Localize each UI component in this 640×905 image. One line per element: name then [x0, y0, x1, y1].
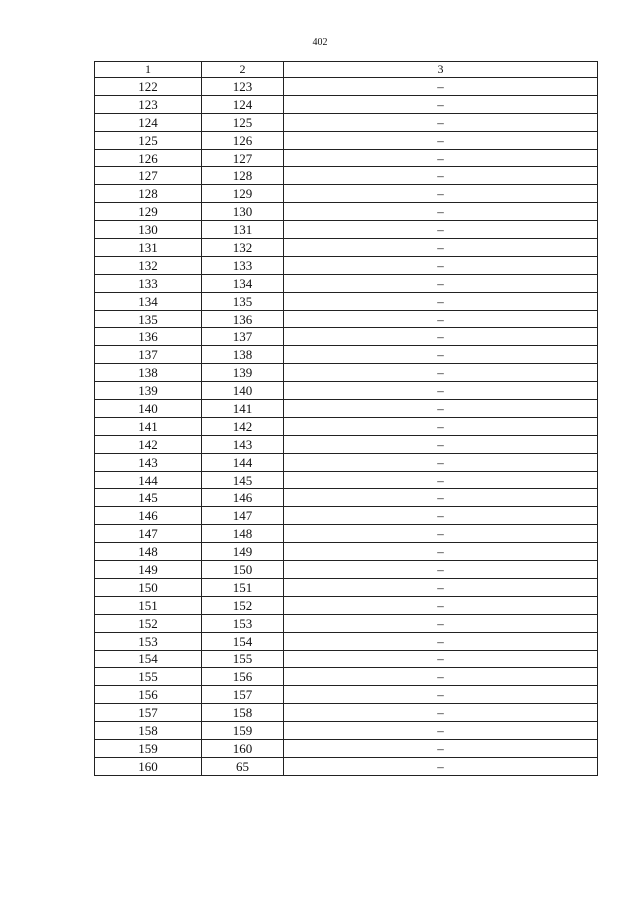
table-cell-col-1: 149 [95, 561, 202, 579]
table-cell-col-3: – [284, 167, 598, 185]
table-cell-col-3: – [284, 78, 598, 96]
table-cell-col-1: 127 [95, 167, 202, 185]
table-cell-col-1: 137 [95, 346, 202, 364]
table-cell-col-2: 130 [202, 203, 284, 221]
table-cell-col-2: 145 [202, 471, 284, 489]
table-cell-col-1: 140 [95, 400, 202, 418]
table-cell-col-2: 138 [202, 346, 284, 364]
column-header-1: 1 [95, 62, 202, 78]
table-cell-col-2: 153 [202, 614, 284, 632]
table-cell-col-2: 158 [202, 704, 284, 722]
table-cell-col-3: – [284, 292, 598, 310]
table-row [95, 561, 598, 579]
table-cell-col-2: 143 [202, 435, 284, 453]
table-cell-col-1: 147 [95, 525, 202, 543]
table-cell-col-2: 127 [202, 149, 284, 167]
table-cell-col-2: 159 [202, 722, 284, 740]
table-cell-col-3: – [284, 757, 598, 775]
table-row [95, 722, 598, 740]
table-cell-col-2: 125 [202, 113, 284, 131]
table-row [95, 543, 598, 561]
page-number: 402 [312, 37, 328, 48]
table-cell-col-3: – [284, 131, 598, 149]
table-row [95, 614, 598, 632]
table-cell-col-1: 157 [95, 704, 202, 722]
table-row [95, 632, 598, 650]
table-cell-col-1: 134 [95, 292, 202, 310]
table-cell-col-2: 131 [202, 221, 284, 239]
table-cell-col-1: 159 [95, 739, 202, 757]
table-cell-col-2: 124 [202, 95, 284, 113]
table-cell-col-2: 149 [202, 543, 284, 561]
table-cell-col-1: 150 [95, 578, 202, 596]
column-header-2: 2 [202, 62, 284, 78]
table-row [95, 221, 598, 239]
table-row [95, 346, 598, 364]
table-cell-col-3: – [284, 650, 598, 668]
table-cell-col-3: – [284, 453, 598, 471]
table-row [95, 525, 598, 543]
table-cell-col-2: 141 [202, 400, 284, 418]
table-cell-col-3: – [284, 274, 598, 292]
table-cell-col-3: – [284, 489, 598, 507]
table-cell-col-2: 134 [202, 274, 284, 292]
table-cell-col-1: 146 [95, 507, 202, 525]
table-cell-col-1: 126 [95, 149, 202, 167]
table-header-row [95, 62, 598, 78]
table-cell-col-3: – [284, 435, 598, 453]
table-row [95, 382, 598, 400]
table-cell-col-2: 151 [202, 578, 284, 596]
table-cell-col-2: 152 [202, 596, 284, 614]
table-cell-col-2: 126 [202, 131, 284, 149]
table-row [95, 78, 598, 96]
table-cell-col-1: 142 [95, 435, 202, 453]
table-row [95, 471, 598, 489]
table-cell-col-1: 136 [95, 328, 202, 346]
table-row [95, 507, 598, 525]
table-cell-col-2: 123 [202, 78, 284, 96]
table-row [95, 489, 598, 507]
table-row [95, 668, 598, 686]
table-cell-col-2: 150 [202, 561, 284, 579]
table-cell-col-3: – [284, 346, 598, 364]
table-cell-col-1: 148 [95, 543, 202, 561]
table-row [95, 185, 598, 203]
table-cell-col-3: – [284, 561, 598, 579]
table-cell-col-3: – [284, 400, 598, 418]
table-cell-col-3: – [284, 95, 598, 113]
table-cell-col-2: 144 [202, 453, 284, 471]
table-row [95, 400, 598, 418]
table-row [95, 95, 598, 113]
table-cell-col-2: 148 [202, 525, 284, 543]
table-cell-col-3: – [284, 614, 598, 632]
table-cell-col-2: 154 [202, 632, 284, 650]
table-cell-col-1: 133 [95, 274, 202, 292]
table-cell-col-1: 123 [95, 95, 202, 113]
table-row [95, 328, 598, 346]
table-cell-col-3: – [284, 113, 598, 131]
table-cell-col-3: – [284, 686, 598, 704]
table-row [95, 364, 598, 382]
table-row [95, 203, 598, 221]
table-cell-col-3: – [284, 239, 598, 257]
table-cell-col-2: 132 [202, 239, 284, 257]
table-row [95, 167, 598, 185]
table-cell-col-1: 130 [95, 221, 202, 239]
table-cell-col-2: 160 [202, 739, 284, 757]
table-row [95, 131, 598, 149]
table-row [95, 149, 598, 167]
table-row [95, 686, 598, 704]
table-cell-col-1: 158 [95, 722, 202, 740]
table-cell-col-3: – [284, 525, 598, 543]
table-row [95, 256, 598, 274]
table-cell-col-3: – [284, 722, 598, 740]
table-cell-col-1: 128 [95, 185, 202, 203]
table-cell-col-3: – [284, 310, 598, 328]
table-cell-col-3: – [284, 382, 598, 400]
table-cell-col-2: 137 [202, 328, 284, 346]
table-row [95, 757, 598, 775]
table-cell-col-2: 133 [202, 256, 284, 274]
table-cell-col-3: – [284, 704, 598, 722]
table-cell-col-3: – [284, 507, 598, 525]
table-row [95, 113, 598, 131]
table-cell-col-1: 145 [95, 489, 202, 507]
table-cell-col-1: 155 [95, 668, 202, 686]
table-cell-col-1: 122 [95, 78, 202, 96]
table-cell-col-3: – [284, 578, 598, 596]
table-cell-col-1: 144 [95, 471, 202, 489]
table-cell-col-2: 146 [202, 489, 284, 507]
table-cell-col-3: – [284, 417, 598, 435]
table-cell-col-1: 125 [95, 131, 202, 149]
column-header-3: 3 [284, 62, 598, 78]
data-table [94, 61, 598, 776]
table-cell-col-2: 140 [202, 382, 284, 400]
table-row [95, 417, 598, 435]
table-cell-col-3: – [284, 203, 598, 221]
table-cell-col-3: – [284, 256, 598, 274]
table-cell-col-1: 124 [95, 113, 202, 131]
table-cell-col-3: – [284, 328, 598, 346]
table-cell-col-1: 135 [95, 310, 202, 328]
table-row [95, 650, 598, 668]
table-row [95, 310, 598, 328]
table-cell-col-3: – [284, 668, 598, 686]
table-cell-col-1: 154 [95, 650, 202, 668]
table-cell-col-1: 152 [95, 614, 202, 632]
table-row [95, 435, 598, 453]
table-cell-col-2: 156 [202, 668, 284, 686]
table-cell-col-3: – [284, 739, 598, 757]
table-cell-col-2: 135 [202, 292, 284, 310]
table-cell-col-1: 160 [95, 757, 202, 775]
table-cell-col-1: 141 [95, 417, 202, 435]
table-cell-col-2: 139 [202, 364, 284, 382]
table-cell-col-3: – [284, 185, 598, 203]
table-cell-col-1: 138 [95, 364, 202, 382]
table-row [95, 239, 598, 257]
table-cell-col-2: 136 [202, 310, 284, 328]
table-cell-col-3: – [284, 149, 598, 167]
table-row [95, 292, 598, 310]
table-cell-col-3: – [284, 543, 598, 561]
table-cell-col-1: 153 [95, 632, 202, 650]
table-cell-col-1: 156 [95, 686, 202, 704]
table-cell-col-2: 157 [202, 686, 284, 704]
table-body [95, 62, 598, 776]
table-cell-col-1: 143 [95, 453, 202, 471]
table-cell-col-1: 151 [95, 596, 202, 614]
table-row [95, 578, 598, 596]
table-row [95, 596, 598, 614]
table-row [95, 704, 598, 722]
table-cell-col-2: 65 [202, 757, 284, 775]
table-cell-col-3: – [284, 596, 598, 614]
table-cell-col-2: 142 [202, 417, 284, 435]
table-cell-col-2: 155 [202, 650, 284, 668]
table-cell-col-2: 129 [202, 185, 284, 203]
table-row [95, 274, 598, 292]
table-cell-col-1: 131 [95, 239, 202, 257]
table-cell-col-3: – [284, 632, 598, 650]
table-cell-col-3: – [284, 471, 598, 489]
table-cell-col-3: – [284, 221, 598, 239]
table-row [95, 739, 598, 757]
table-cell-col-2: 128 [202, 167, 284, 185]
table-row [95, 453, 598, 471]
table-cell-col-1: 132 [95, 256, 202, 274]
table-cell-col-1: 129 [95, 203, 202, 221]
table-cell-col-2: 147 [202, 507, 284, 525]
table-cell-col-1: 139 [95, 382, 202, 400]
table-cell-col-3: – [284, 364, 598, 382]
